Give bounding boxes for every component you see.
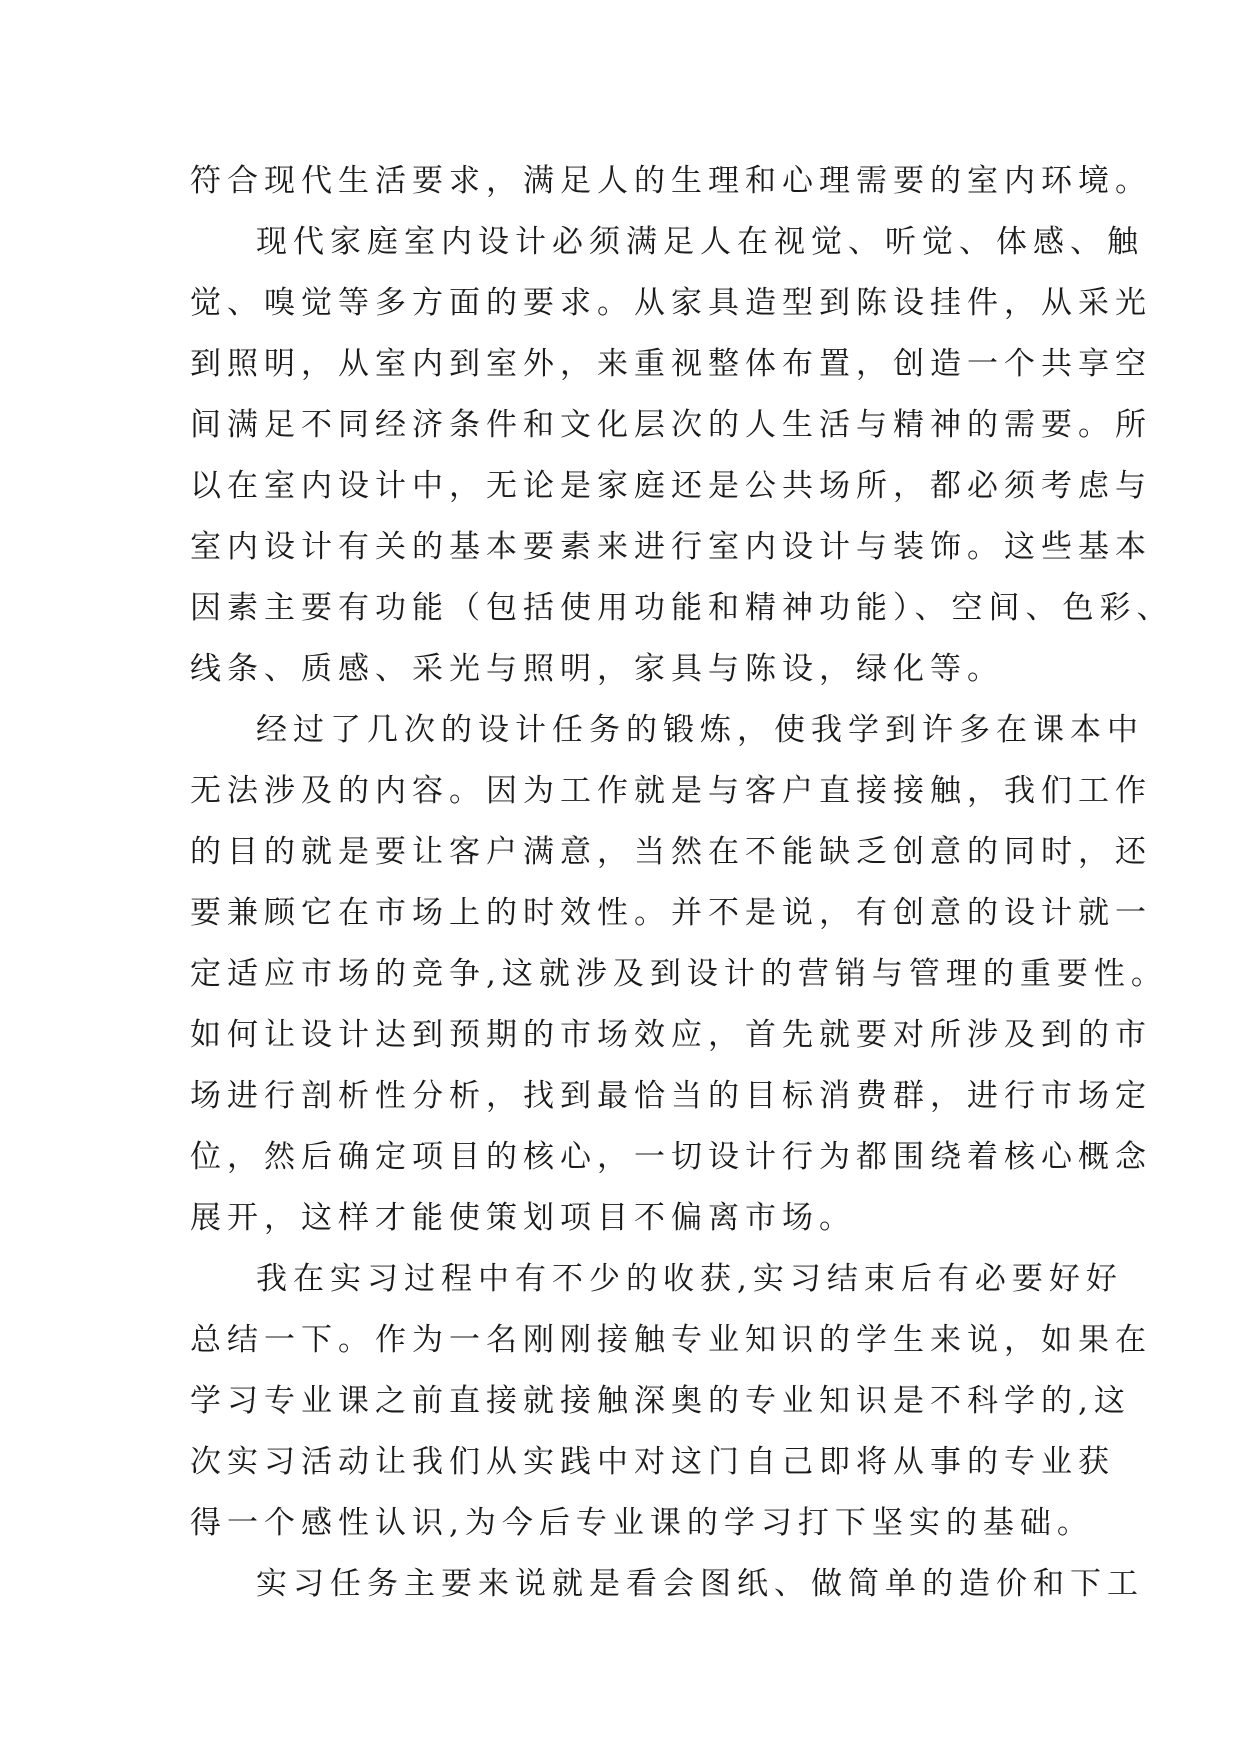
text-line: 位，然后确定项目的核心，一切设计行为都围绕着核心概念: [190, 1139, 1152, 1175]
text-line: 展开，这样才能使策划项目不偏离市场。: [190, 1200, 856, 1236]
text-line: 觉、嗅觉等多方面的要求。从家具造型到陈设挂件，从采光: [190, 285, 1152, 321]
text-line: 符合现代生活要求，满足人的生理和心理需要的室内环境。: [190, 163, 1152, 199]
text-line: 学习专业课之前直接就接触深奥的专业知识是不科学的,这: [190, 1383, 1131, 1419]
text-line: 线条、质感、采光与照明，家具与陈设，绿化等。: [190, 651, 1004, 687]
text-line: 场进行剖析性分析，找到最恰当的目标消费群，进行市场定: [190, 1078, 1152, 1114]
text-line: 到照明，从室内到室外，来重视整体布置，创造一个共享空: [190, 346, 1152, 382]
text-line: 得一个感性认识,为今后专业课的学习打下坚实的基础。: [190, 1505, 1094, 1541]
text-line: 实习任务主要来说就是看会图纸、做简单的造价和下工: [256, 1566, 1144, 1602]
text-line: 经过了几次的设计任务的锻炼，使我学到许多在课本中: [256, 712, 1144, 748]
text-line: 如何让设计达到预期的市场效应，首先就要对所涉及到的市: [190, 1017, 1152, 1053]
text-line: 定适应市场的竞争,这就涉及到设计的营销与管理的重要性。: [190, 956, 1168, 992]
text-line: 因素主要有功能（包括使用功能和精神功能）、空间、色彩、: [190, 590, 1174, 626]
text-line: 室内设计有关的基本要素来进行室内设计与装饰。这些基本: [190, 529, 1152, 565]
text-line: 无法涉及的内容。因为工作就是与客户直接接触，我们工作: [190, 773, 1152, 809]
text-line: 以在室内设计中，无论是家庭还是公共场所，都必须考虑与: [190, 468, 1152, 504]
text-line: 我在实习过程中有不少的收获,实习结束后有必要好好: [256, 1261, 1123, 1297]
text-line: 的目的就是要让客户满意，当然在不能缺乏创意的同时，还: [190, 834, 1152, 870]
text-line: 次实习活动让我们从实践中对这门自己即将从事的专业获: [190, 1444, 1115, 1480]
text-line: 现代家庭室内设计必须满足人在视觉、听觉、体感、触: [256, 224, 1144, 260]
body-text: [190, 161, 1174, 1625]
text-line: 总结一下。作为一名刚刚接触专业知识的学生来说，如果在: [190, 1322, 1152, 1358]
text-line: 间满足不同经济条件和文化层次的人生活与精神的需要。所: [190, 407, 1152, 443]
text-line: 要兼顾它在市场上的时效性。并不是说，有创意的设计就一: [190, 895, 1152, 931]
